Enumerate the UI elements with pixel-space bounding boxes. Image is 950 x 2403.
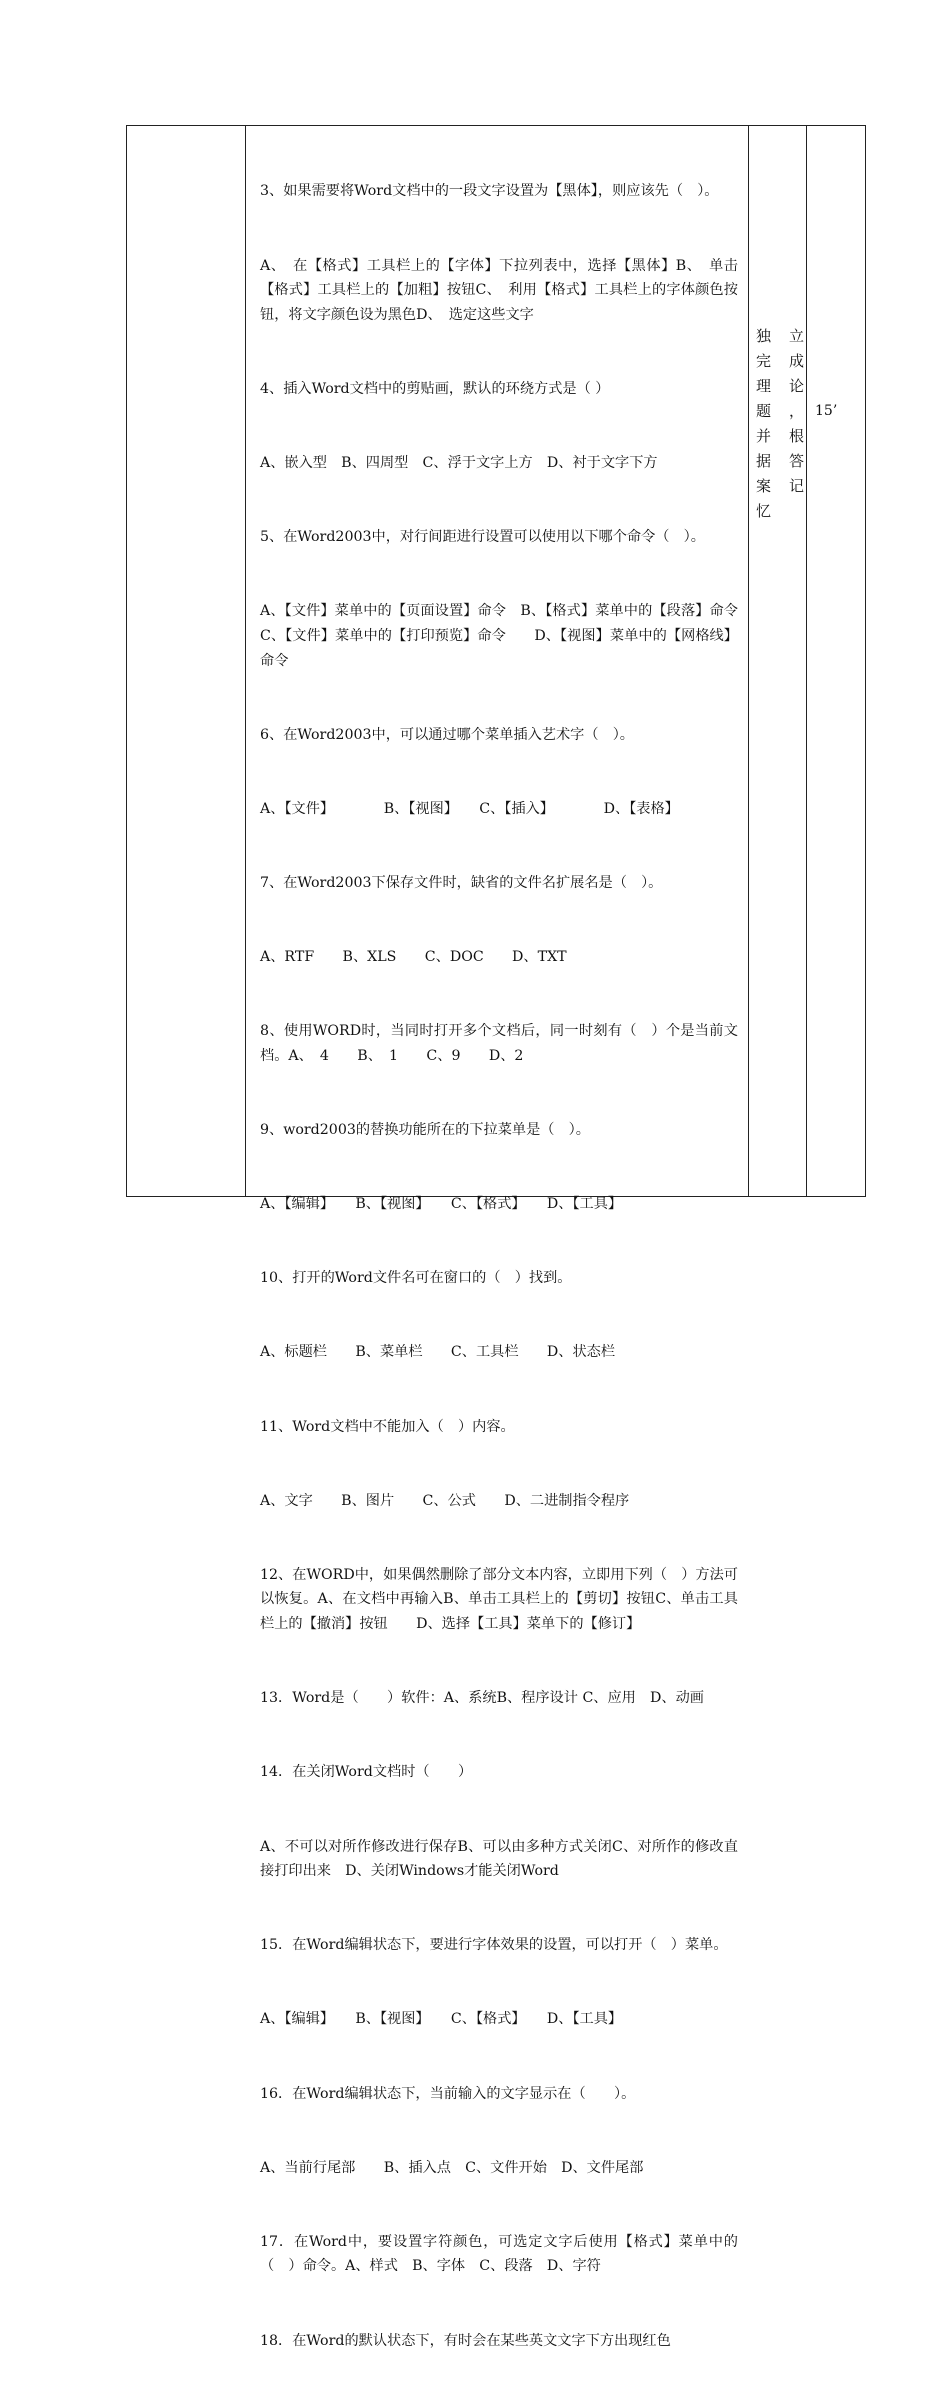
question-line: 4、插入Word文档中的剪贴画，默认的环绕方式是（ ） xyxy=(260,381,610,398)
question-line: 17．在Word中，要设置字符颜色，可选定文字后使用【格式】菜单中的（ ）命令。A、样式 B、字体 C、段落 D、字符 xyxy=(260,2233,738,2275)
time-allocation: 15’ xyxy=(815,403,838,419)
activity-char: 论 xyxy=(788,377,804,395)
question-line: A、标题栏 B、菜单栏 C、工具栏 D、状态栏 xyxy=(260,1344,616,1361)
activity-char: 题 xyxy=(756,402,789,420)
table-column-divider xyxy=(245,126,246,1196)
question-line: A、嵌入型 B、四周型 C、浮于文字上方 D、衬于文字下方 xyxy=(260,455,658,472)
activity-char: 完 xyxy=(756,352,789,370)
question-line: A、【文件】 B、【视图】 C、【插入】 D、【表格】 xyxy=(260,800,679,817)
question-line: 3、如果需要将Word文档中的一段文字设置为【黑体】，则应该先（ ）。 xyxy=(260,183,719,200)
activity-char: 据 xyxy=(756,452,789,470)
question-line: 18．在Word的默认状态下，有时会在某些英文文字下方出现红色 xyxy=(260,2332,671,2349)
question-line: 8、使用WORD时，当同时打开多个文档后，同一时刻有（ ）个是当前文档。A、 4 B、 1 C、9 D、2 xyxy=(260,1023,738,1065)
question-line: 6、在Word2003中，可以通过哪个菜单插入艺术字（ ）。 xyxy=(260,726,634,743)
activity-char: 忆 xyxy=(756,502,772,520)
question-line: A、RTF B、XLS C、DOC D、TXT xyxy=(260,949,567,966)
table-column-divider xyxy=(806,126,807,1196)
activity-char: 根 xyxy=(788,427,804,445)
question-line: A、【文件】菜单中的【页面设置】命令 B、【格式】菜单中的【段落】命令C、【文件】菜单中的【打印预览】命令 D、【视图】菜单中的【网格线】命令 xyxy=(260,603,738,669)
question-line: A、不可以对所作修改进行保存B、可以由多种方式关闭C、对所作的修改直接打印出来 D、关闭Windows才能关闭Word xyxy=(260,1838,738,1880)
question-line: 7、在Word2003下保存文件时，缺省的文件名扩展名是（ ）。 xyxy=(260,875,663,892)
question-line: 11、Word文档中不能加入（ ）内容。 xyxy=(260,1418,515,1435)
question-line: 9、word2003的替换功能所在的下拉菜单是（ ）。 xyxy=(260,1122,590,1139)
activity-char: 记 xyxy=(788,477,804,495)
question-line: A、文字 B、图片 C、公式 D、二进制指令程序 xyxy=(260,1492,630,1509)
table-column-divider xyxy=(748,126,749,1196)
question-line: 13．Word是（ ）软件：A、系统B、程序设计 C、应用 D、动画 xyxy=(260,1690,704,1707)
activity-char: ， xyxy=(788,402,804,420)
question-line: 5、在Word2003中，对行间距进行设置可以使用以下哪个命令（ ）。 xyxy=(260,529,705,546)
question-line: 16．在Word编辑状态下，当前输入的文字显示在（ ）。 xyxy=(260,2085,636,2102)
question-line: A、【编辑】 B、【视图】 C、【格式】 D、【工具】 xyxy=(260,1196,623,1213)
student-activity xyxy=(756,324,804,524)
question-list xyxy=(253,126,744,2403)
activity-char: 并 xyxy=(756,427,789,445)
question-line: 14．在关闭Word文档时（ ） xyxy=(260,1764,473,1781)
activity-char: 立 xyxy=(788,327,804,345)
activity-char: 案 xyxy=(756,477,789,495)
activity-char: 成 xyxy=(788,352,804,370)
question-line: A、【编辑】 B、【视图】 C、【格式】 D、【工具】 xyxy=(260,2011,623,2028)
question-line: 15．在Word编辑状态下，要进行字体效果的设置，可以打开（ ）菜单。 xyxy=(260,1937,728,1954)
activity-char: 答 xyxy=(788,452,804,470)
lesson-table xyxy=(126,125,866,2349)
question-line: A、 在【格式】工具栏上的【字体】下拉列表中，选择【黑体】B、 单击【格式】工具栏上的【加粗】按钮C、 利用【格式】工具栏上的字体颜色按钮，将文字颜色设为黑色D、 选定这些文字 xyxy=(260,257,738,323)
activity-char: 理 xyxy=(756,377,789,395)
question-line: 12、在WORD中，如果偶然删除了部分文本内容，立即用下列（ ）方法可以恢复。A、在文档中再输入B、单击工具栏上的【剪切】按钮C、单击工具栏上的【撤消】按钮 D、选择【工具】菜单下的【修订】 xyxy=(260,1566,738,1633)
activity-char: 独 xyxy=(756,327,789,345)
question-line: 10、打开的Word文件名可在窗口的（ ）找到。 xyxy=(260,1270,572,1287)
question-line: A、当前行尾部 B、插入点 C、文件开始 D、文件尾部 xyxy=(260,2159,644,2176)
